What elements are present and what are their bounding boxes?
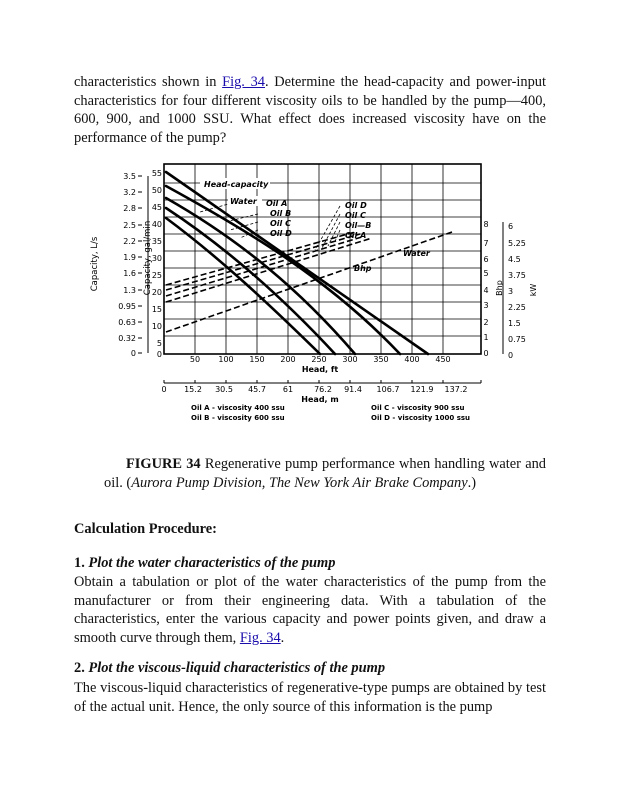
right-axis-kw-ticks (508, 222, 526, 360)
x-axis-m-ticks (161, 385, 467, 394)
figure-caption: FIGURE 34 Regenerative pump performance when handling water and oil. (Aurora Pump Division, The New York Air Brake Company.) (104, 456, 546, 491)
left-axis-capacity-gpm-ticks (152, 169, 162, 359)
step-2-title: 2. Plot the viscous-liquid characteristics of the pump (74, 660, 386, 676)
tick-cap-gpm-7: 35 (151, 237, 162, 246)
tick-bhp-5: 5 (483, 269, 489, 278)
tick-cap-ls-7: 2.2 (123, 237, 136, 246)
annotation-water-head: Water (230, 197, 257, 206)
tick-ft-400: 400 (404, 355, 420, 364)
tick-cap-gpm-5: 25 (151, 271, 162, 280)
legend-oil-c: Oil C - viscosity 900 ssu (371, 404, 465, 412)
curve-water-head (166, 172, 428, 354)
annotation-bhp-oil-d: Oil D (345, 201, 367, 210)
tick-kw-6: 4.5 (508, 255, 521, 264)
tick-cap-ls-5: 1.6 (123, 269, 136, 278)
tick-cap-gpm-11: 55 (151, 169, 162, 178)
right-axis-bhp-label: Bhp (495, 280, 504, 296)
tick-bhp-2: 2 (483, 318, 489, 327)
tick-cap-ls-2: 0.63 (118, 318, 136, 327)
fig-34-link-2[interactable]: Fig. 34 (239, 629, 281, 646)
left-axis-capacity-ls-label: Capacity, L/s (90, 236, 100, 292)
grid-horizontal (164, 183, 481, 336)
annotation-oil-c: Oil C (270, 219, 291, 228)
tick-kw-4: 3 (508, 287, 514, 296)
figure-caption-label: FIGURE 34 (126, 456, 201, 472)
bhp-curves (166, 232, 452, 332)
annotation-oil-b: Oil B (270, 209, 292, 218)
left-axis-capacity-gpm-label: Capacity, gal/min (143, 220, 153, 296)
tick-m-3: 45.7 (248, 385, 266, 394)
tick-cap-ls-8: 2.5 (123, 221, 136, 230)
x-axis-m-label: Head, m (301, 395, 339, 404)
section-heading: Calculation Procedure: (74, 521, 217, 537)
tick-cap-gpm-0: 0 (156, 350, 162, 359)
tick-kw-7: 5.25 (508, 239, 526, 248)
tick-kw-5: 3.75 (508, 271, 526, 280)
right-axis-kw-label: kW (529, 283, 538, 297)
tick-kw-2: 1.5 (508, 319, 521, 328)
tick-cap-ls-0: 0 (130, 349, 136, 358)
annotation-head-capacity: Head-capacity (204, 180, 269, 189)
tick-m-2: 30.5 (215, 385, 233, 394)
grid-vertical (195, 164, 443, 354)
tick-cap-ls-6: 1.9 (123, 253, 136, 262)
tick-ft-450: 450 (435, 355, 451, 364)
annotation-bhp-oil-b: Oil—B (345, 221, 372, 230)
tick-bhp-8: 8 (483, 220, 489, 229)
annotation-water-bhp: Water (403, 249, 430, 258)
tick-ft-100: 100 (218, 355, 234, 364)
legend-oil-a: Oil A - viscosity 400 ssu (191, 404, 285, 412)
annotation-bhp-oil-c: Oil C (345, 211, 366, 220)
tick-cap-gpm-2: 10 (151, 322, 162, 331)
tick-ft-150: 150 (249, 355, 265, 364)
fig-34-link[interactable]: Fig. 34 (222, 74, 265, 90)
tick-m-8: 121.9 (410, 385, 434, 394)
tick-bhp-0: 0 (483, 349, 489, 358)
annotation-bhp: Bhp (354, 264, 372, 273)
tick-cap-gpm-6: 30 (151, 254, 162, 263)
tick-cap-ls-10: 3.2 (123, 188, 136, 197)
tick-cap-gpm-4: 20 (151, 288, 162, 297)
tick-bhp-1: 1 (483, 333, 489, 342)
tick-cap-gpm-8: 40 (151, 220, 162, 229)
tick-m-9: 137.2 (444, 385, 468, 394)
right-axis-bhp-ticks (483, 220, 488, 358)
tick-cap-gpm-3: 15 (151, 305, 162, 314)
tick-m-5: 76.2 (314, 385, 332, 394)
tick-cap-ls-11: 3.5 (123, 172, 136, 181)
tick-m-0: 0 (161, 385, 167, 394)
tick-cap-gpm-10: 50 (151, 186, 162, 195)
x-axis-ft-label: Head, ft (301, 365, 339, 374)
tick-cap-ls-1: 0.32 (118, 334, 136, 343)
head-capacity-curves (166, 172, 428, 354)
tick-cap-ls-3: 0.95 (118, 302, 136, 311)
tick-cap-ls-9: 2.8 (123, 204, 136, 213)
tick-ft-300: 300 (342, 355, 358, 364)
tick-cap-gpm-1: 5 (156, 339, 162, 348)
legend-oil-d: Oil D - viscosity 1000 ssu (371, 414, 471, 422)
tick-m-4: 61 (282, 385, 294, 394)
step-1-body: Obtain a tabulation or plot of the water characteristics of the pump from the manufacturer or from their engineering data. With a tabulation of the characteristics, enter the various capacity and power points given, and draw a smooth curve through them, Fig. 34. (74, 574, 546, 646)
tick-m-1: 15.2 (184, 385, 202, 394)
tick-cap-gpm-9: 45 (151, 203, 162, 212)
tick-bhp-6: 6 (483, 255, 489, 264)
legend-oil-b: Oil B - viscosity 600 ssu (191, 414, 285, 422)
tick-kw-8: 6 (508, 222, 514, 231)
tick-bhp-4: 4 (483, 286, 489, 295)
annotation-oil-d: Oil D (270, 229, 292, 238)
plot-frame (164, 164, 481, 354)
tick-m-6: 91.4 (344, 385, 362, 394)
tick-m-7: 106.7 (376, 385, 400, 394)
curve-oil-b-head (166, 198, 355, 354)
step-1-title: 1. Plot the water characteristics of the pump (74, 555, 336, 571)
annotation-oil-a: Oil A (266, 199, 288, 208)
tick-cap-ls-4: 1.3 (123, 286, 136, 295)
curve-water-bhp (166, 232, 452, 332)
tick-bhp-7: 7 (483, 239, 489, 248)
intro-paragraph: characteristics shown in Fig. 34. Determine the head-capacity and power-input characteristics for four different viscosity oils to be handled by the pump—400, 600, 900, and 1000 SSU. What effect does increased viscosity have on the performance of the pump? (74, 74, 546, 146)
tick-kw-1: 0.75 (508, 335, 526, 344)
tick-ft-350: 350 (373, 355, 389, 364)
tick-bhp-3: 3 (483, 301, 489, 310)
step-2-body: The viscous-liquid characteristics of regenerative-type pumps are obtained by test of the actual unit. Hence, the only source of this information is the pump (74, 680, 546, 715)
tick-kw-3: 2.25 (508, 303, 526, 312)
x-axis-ft-ticks (190, 355, 451, 364)
tick-ft-250: 250 (311, 355, 327, 364)
annotation-bhp-oil-a: Oil A (345, 231, 367, 240)
tick-kw-0: 0 (508, 351, 514, 360)
left-axis-capacity-ls-ticks (118, 172, 136, 358)
tick-ft-200: 200 (280, 355, 296, 364)
tick-ft-50: 50 (189, 355, 201, 364)
